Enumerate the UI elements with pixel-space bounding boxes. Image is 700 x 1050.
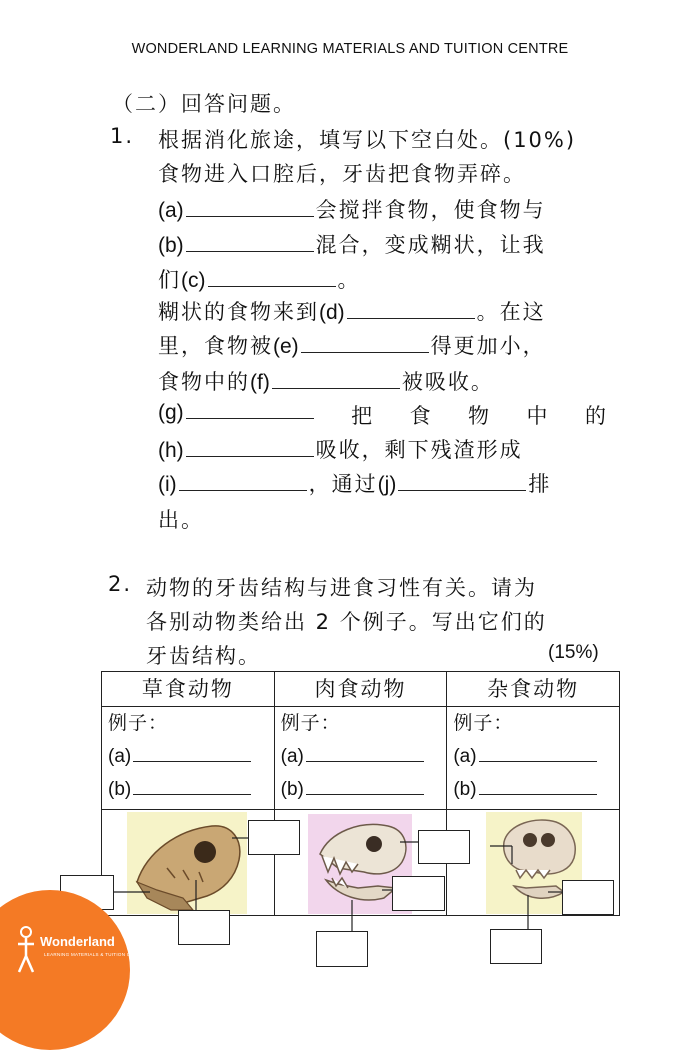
header-herbivore: 草食动物 (102, 672, 275, 707)
q1-number: 1. (110, 124, 135, 148)
example-label: 例子： (453, 712, 514, 734)
example-a-label: (a) (280, 746, 304, 767)
prefix-d: 糊状的食物来到 (158, 300, 319, 324)
prefix-c: 们 (158, 268, 181, 292)
q2-line2: 各别动物类给出 2 个例子。写出它们的 (146, 610, 547, 634)
prefix-e: 里，食物被 (158, 334, 273, 358)
g-word: 物 (468, 404, 492, 428)
logo-subtitle: LEARNING MATERIALS & TUITION CENTRE (44, 952, 148, 957)
example-label: 例子： (108, 712, 169, 734)
label-d: (d) (319, 301, 345, 324)
q2-line3: 牙齿结构。 (146, 644, 261, 668)
q2-marks: (15%) (548, 642, 599, 663)
example-b-label: (b) (453, 779, 477, 800)
label-f: (f) (250, 371, 270, 394)
label-j: (j) (377, 473, 397, 496)
label-h: (h) (158, 439, 184, 462)
label-box[interactable] (178, 910, 230, 945)
label-box[interactable] (316, 931, 368, 967)
text-e: 得更加小， (430, 334, 546, 358)
example-a-label: (a) (453, 746, 477, 767)
text-j: 排 (528, 472, 552, 496)
text-h: 吸收，剩下残渣形成 (315, 438, 523, 462)
label-box[interactable] (418, 830, 470, 864)
text-a: 会搅拌食物，使食物与 (315, 198, 546, 222)
example-label: 例子： (280, 712, 341, 734)
section-title: （二）回答问题。 (112, 92, 296, 116)
text-b: 混合，变成糊状，让我 (315, 233, 546, 257)
label-i: (i) (158, 473, 177, 496)
example-b-label: (b) (280, 779, 304, 800)
label-box[interactable] (490, 929, 542, 964)
page-header: WONDERLAND LEARNING MATERIALS AND TUITION CENTRE (131, 41, 569, 57)
label-box[interactable] (392, 876, 445, 911)
text-f: 被吸收。 (401, 370, 494, 394)
q1-last-line: 出。 (158, 508, 204, 532)
text-i: ，通过 (308, 472, 378, 496)
text-c: 。 (337, 268, 361, 292)
q1-prompt: 根据消化旅途，填写以下空白处。(10%) (158, 128, 577, 152)
label-e: (e) (273, 335, 299, 358)
person-icon (14, 926, 38, 974)
label-b: (b) (158, 234, 184, 257)
logo-name: Wonderland (40, 934, 115, 949)
q2-line1: 动物的牙齿结构与进食习性有关。请为 (146, 576, 537, 600)
header-omnivore: 杂食动物 (447, 672, 620, 707)
label-box[interactable] (248, 820, 300, 855)
g-word: 把 (351, 404, 375, 428)
text-d: 。在这 (476, 300, 546, 324)
g-word: 食 (409, 404, 433, 428)
label-g: (g) (158, 401, 184, 424)
q1-line1: 食物进入口腔后，牙齿把食物弄碎。 (158, 162, 526, 186)
header-carnivore: 肉食动物 (274, 672, 447, 707)
prefix-f: 食物中的 (158, 370, 250, 394)
example-b-label: (b) (108, 779, 132, 800)
g-word: 中 (526, 404, 550, 428)
label-c: (c) (181, 269, 206, 292)
label-box[interactable] (562, 880, 614, 915)
example-a-label: (a) (108, 746, 132, 767)
q2-number: 2. (108, 572, 133, 596)
label-a: (a) (158, 199, 184, 222)
g-word: 的 (584, 404, 608, 428)
